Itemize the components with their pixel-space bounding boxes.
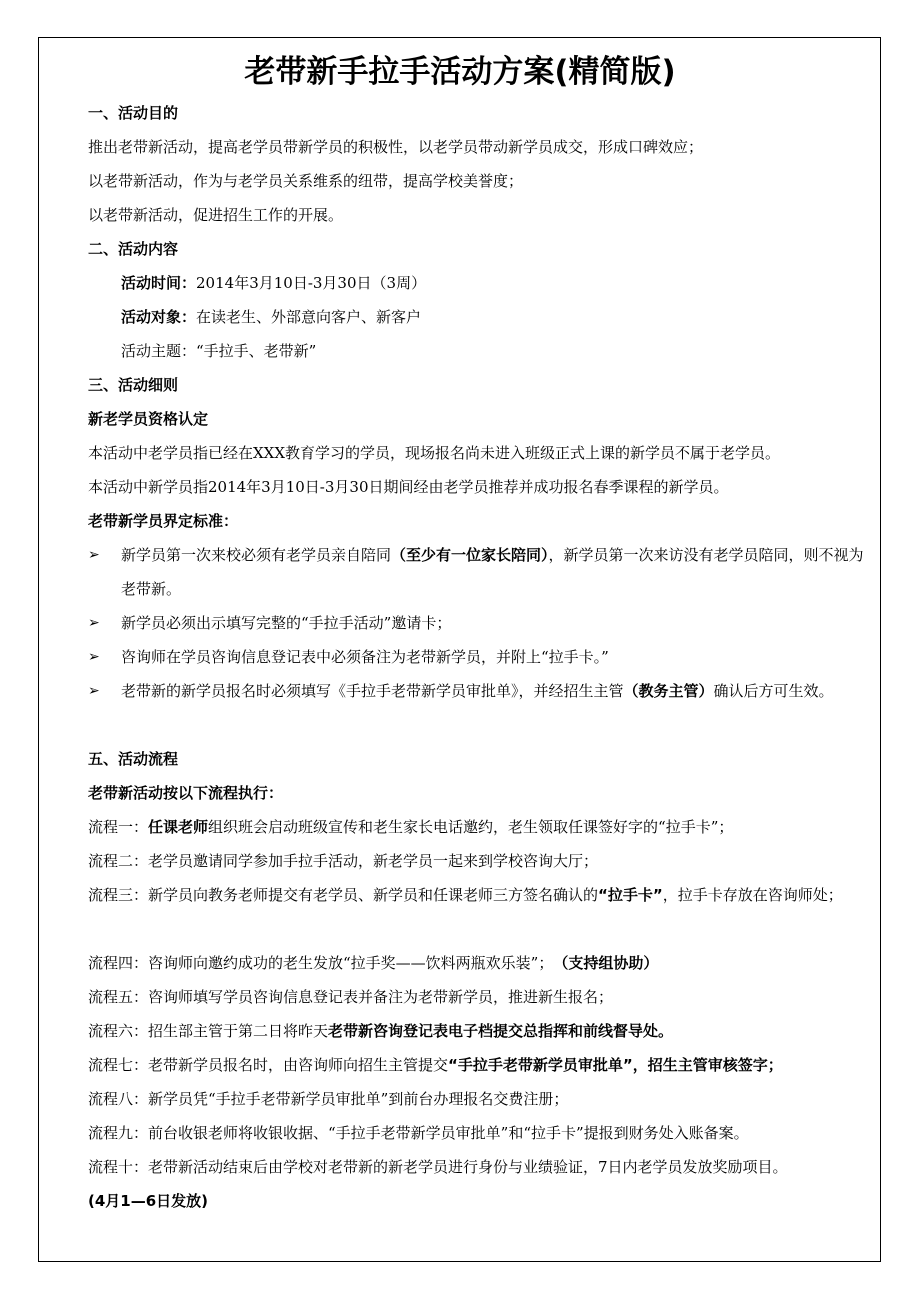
criteria-item-3: 咨询师在学员咨询信息登记表中必须备注为老带新学员，并附上“拉手卡。” (121, 648, 609, 666)
page-title: 老带新手拉手活动方案(精简版) (244, 54, 676, 90)
criteria-item-1-emphasis: （至少有一位家长陪同） (391, 546, 549, 564)
reward-date-note: (4月1—6日发放) (88, 1192, 209, 1210)
process-step-6-emphasis: 老带新咨询登记表电子档提交总指挥和前线督导处。 (328, 1022, 674, 1040)
criteria-item-4 (121, 674, 869, 708)
criteria-item-1 (121, 538, 869, 606)
bullet-arrow-icon: ➢ (88, 649, 100, 665)
process-step-7-emphasis: “手拉手老带新学员审批单”，招生主管审核签字； (448, 1056, 783, 1074)
process-step-10: 流程十：老带新活动结束后由学校对老带新的新老学员进行身份与业绩验证，7日内老学员发放奖励项目。 (88, 1158, 788, 1176)
activity-time-value: 2014年3月10日-3月30日（3周） (196, 274, 427, 292)
process-step-4-text: 流程四：咨询师向邀约成功的老生发放“拉手奖——饮料两瓶欢乐装”； (88, 954, 561, 972)
activity-target-value: 在读老生、外部意向客户、新客户 (196, 308, 422, 326)
bullet-arrow-icon: ➢ (88, 615, 100, 631)
process-step-4-emphasis: （支持组协助） (560, 954, 659, 972)
process-step-3-emphasis: “拉手卡” (598, 886, 663, 904)
process-step-6-text: 流程六：招生部主管于第二日将昨天 (88, 1022, 329, 1040)
process-step-5: 流程五：咨询师填写学员咨询信息登记表并备注为老带新学员，推进新生报名； (88, 988, 614, 1006)
activity-theme: 活动主题：“手拉手、老带新” (121, 342, 317, 360)
process-step-3-tail: ，拉手卡存放在咨询师处； (662, 886, 843, 904)
purpose-line-2: 以老带新活动，作为与老学员关系维系的纽带，提高学校美誉度； (88, 172, 524, 190)
section-heading-process: 五、活动流程 (88, 750, 179, 768)
process-step-9: 流程九：前台收银老师将收银收据、“手拉手老带新学员审批单”和“拉手卡”提报到财务处入账备案。 (88, 1124, 749, 1142)
section-heading-content: 二、活动内容 (88, 240, 179, 258)
process-step-3 (88, 878, 868, 912)
process-step-6 (88, 1014, 868, 1048)
purpose-line-1: 推出老带新活动，提高老学员带新学员的积极性，以老学员带动新学员成交，形成口碑效应； (88, 138, 704, 156)
process-step-1-emphasis: 任课老师 (148, 818, 209, 836)
rule-line-2: 本活动中新学员指2014年3月10日-3月30日期间经由老学员推荐并成功报名春季课程的新学员。 (88, 478, 729, 496)
process-step-7-text: 流程七：老带新学员报名时，由咨询师向招生主管提交 (88, 1056, 449, 1074)
process-step-8: 流程八：新学员凭“手拉手老带新学员审批单”到前台办理报名交费注册； (88, 1090, 569, 1108)
process-step-3-text: 流程三：新学员向教务老师提交有老学员、新学员和任课老师三方签名确认的 (88, 886, 599, 904)
section-heading-purpose: 一、活动目的 (88, 104, 179, 122)
process-step-4 (88, 946, 868, 980)
bullet-arrow-icon: ➢ (88, 683, 100, 699)
process-step-1 (88, 810, 868, 844)
section-heading-rules: 三、活动细则 (88, 376, 179, 394)
activity-time-label: 活动时间： (121, 274, 197, 292)
criteria-item-4-tail: 确认后方可生效。 (713, 682, 834, 700)
activity-time (121, 271, 426, 295)
process-step-1-label: 流程一： (88, 818, 149, 836)
criteria-item-1-tail: ，新学员第一次来访没有老学员陪同，则不视为老带新。 (121, 546, 864, 598)
subheading-criteria: 老带新学员界定标准： (88, 512, 239, 530)
process-step-7 (88, 1048, 868, 1082)
criteria-item-4-text: 老带新的新学员报名时必须填写《手拉手老带新学员审批单》，并经招生主管 (121, 682, 624, 700)
subheading-qualification: 新老学员资格认定 (88, 410, 209, 428)
rule-line-1: 本活动中老学员指已经在XXX教育学习的学员，现场报名尚未进入班级正式上课的新学员不属于老学员。 (88, 444, 781, 462)
criteria-item-4-emphasis: （教务主管） (623, 682, 714, 700)
criteria-item-2: 新学员必须出示填写完整的“手拉手活动”邀请卡； (121, 614, 452, 632)
criteria-item-1-text: 新学员第一次来校必须有老学员亲自陪同 (121, 546, 392, 564)
subheading-process: 老带新活动按以下流程执行： (88, 784, 284, 802)
purpose-line-3: 以老带新活动，促进招生工作的开展。 (88, 206, 344, 224)
activity-target (121, 305, 421, 329)
activity-target-label: 活动对象： (121, 308, 197, 326)
process-step-1-text: 组织班会启动班级宣传和老生家长电话邀约，老生领取任课签好字的“拉手卡”； (208, 818, 734, 836)
process-step-2: 流程二：老学员邀请同学参加手拉手活动，新老学员一起来到学校咨询大厅； (88, 852, 599, 870)
bullet-arrow-icon: ➢ (88, 547, 100, 563)
